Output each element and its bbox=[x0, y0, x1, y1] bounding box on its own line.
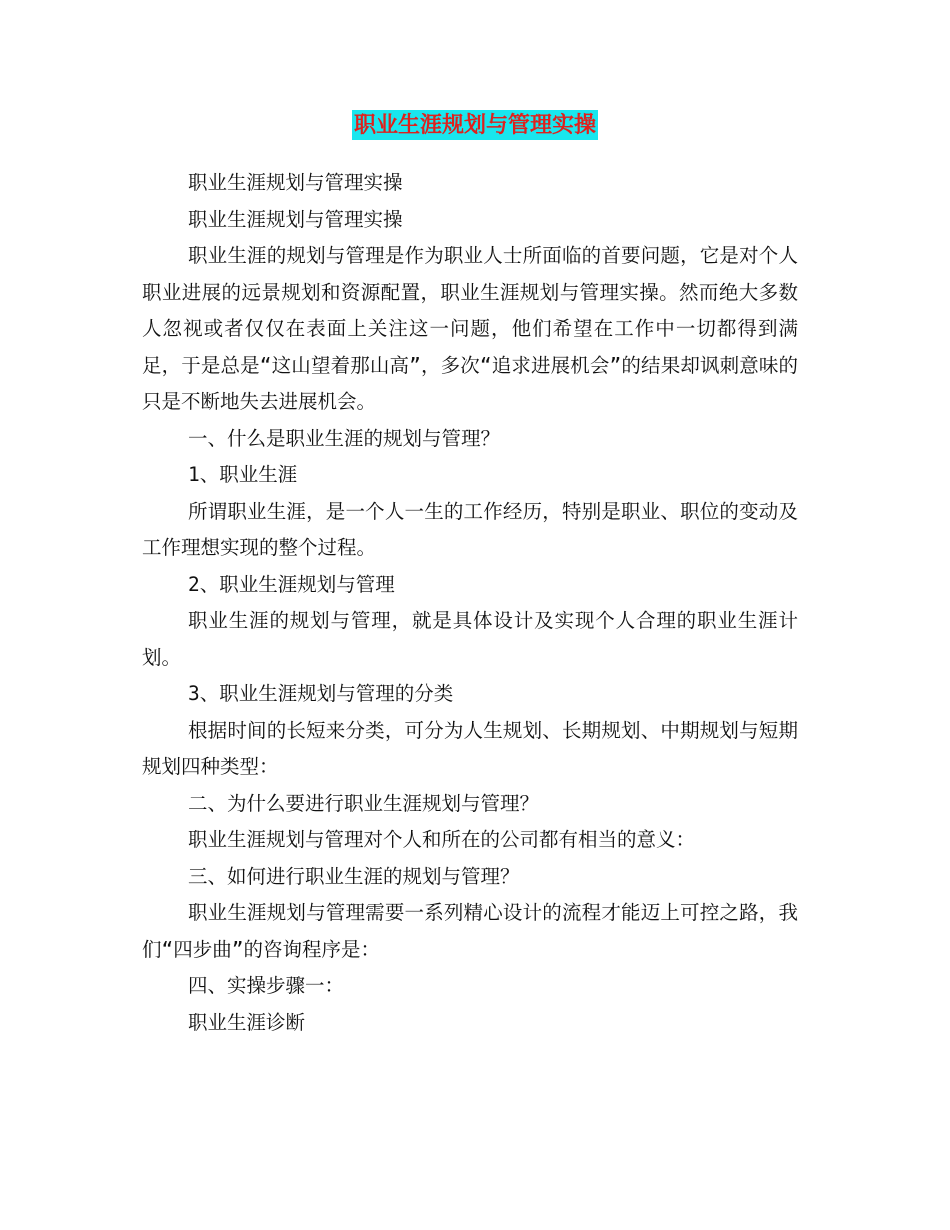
paragraph-significance: 职业生涯规划与管理对个人和所在的公司都有相当的意义： bbox=[188, 828, 696, 851]
document-title: 职业生涯规划与管理实操 bbox=[353, 112, 596, 138]
paragraph-classification: 根据时间的长短来分类，可分为人生规划、长期规划、中期规划与短期规划四种类型： bbox=[142, 718, 798, 778]
heading-section-4: 四、实操步骤一： bbox=[188, 974, 345, 997]
paragraph-process: 职业生涯规划与管理需要一系列精心设计的流程才能迈上可控之路，我们“四步曲”的咨询程序是： bbox=[142, 901, 798, 961]
paragraph-subtitle-2: 职业生涯规划与管理实操 bbox=[188, 207, 403, 231]
paragraph-subtitle-1: 职业生涯规划与管理实操 bbox=[188, 171, 403, 194]
heading-item-2: 2、职业生涯规划与管理 bbox=[188, 572, 395, 596]
paragraph-career-definition: 所谓职业生涯，是一个人一生的工作经历，特别是职业、职位的变动及工作理想实现的整个过程。 bbox=[142, 499, 798, 559]
document-body bbox=[142, 165, 798, 1041]
title-container bbox=[0, 110, 950, 140]
heading-section-2: 二、为什么要进行职业生涯规划与管理？ bbox=[188, 791, 540, 815]
heading-item-3: 3、职业生涯规划与管理的分类 bbox=[188, 682, 454, 705]
heading-section-3: 三、如何进行职业生涯的规划与管理？ bbox=[188, 864, 520, 888]
heading-item-1: 1、职业生涯 bbox=[188, 463, 298, 486]
heading-section-1: 一、什么是职业生涯的规划与管理？ bbox=[188, 426, 501, 450]
paragraph-intro: 职业生涯的规划与管理是作为职业人士所面临的首要问题，它是对个人职业进展的远景规划和资源配置，职业生涯规划与管理实操。然而绝大多数人忽视或者仅仅在表面上关注这一问题，他们希望在工作中一切都得到满足，于是总是“这山望着那山高”，多次“追求进展机会”的结果却讽刺意味的只是不断地失去进展机会。 bbox=[142, 244, 798, 413]
paragraph-diagnosis: 职业生涯诊断 bbox=[188, 1010, 306, 1034]
paragraph-planning-definition: 职业生涯的规划与管理，就是具体设计及实现个人合理的职业生涯计划。 bbox=[142, 609, 798, 669]
